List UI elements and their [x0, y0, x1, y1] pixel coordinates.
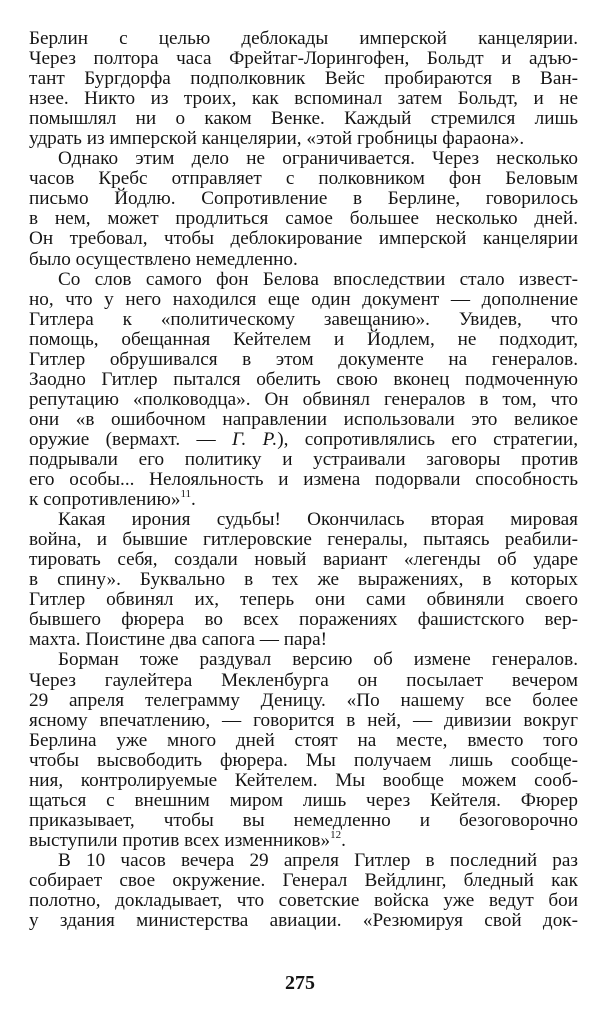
text-line — [29, 129, 578, 149]
line-text: Борман тоже раздувал версию об измене генералов. — [58, 649, 578, 671]
line-text: Гитлер обвинял их, теперь они сами обвиняли своего — [29, 589, 578, 611]
text-line — [29, 630, 578, 650]
text-line — [29, 69, 578, 89]
footnote-ref: 11 — [180, 488, 192, 501]
line-text: собирает свое окружение. Генерал Вейдлинг, бледный как — [29, 869, 578, 891]
paragraph — [29, 851, 578, 931]
line-text: Берлин с целью деблокады имперской канцелярии. — [29, 28, 578, 49]
line-text: полотно, докладывает, что советские войска уже ведут бои — [29, 890, 578, 912]
line-text: бывшего фюрера во всех поражениях фашистского вер- — [29, 609, 578, 631]
text-line — [29, 610, 578, 630]
paragraph — [29, 29, 578, 149]
text-line — [29, 189, 578, 209]
text-line — [29, 590, 578, 610]
line-text: чтобы высвободить фюрера. Мы получаем лишь сообще- — [29, 749, 578, 771]
line-text: часов Кребс отправляет с полковником фон Беловым — [29, 168, 578, 190]
text-line — [29, 871, 578, 891]
line-text: репутацию «полководца». Он обвинял генералов в том, что — [29, 388, 578, 410]
italic-initials: Г. Р. — [232, 428, 278, 450]
paragraph — [29, 510, 578, 650]
text-line — [29, 29, 578, 49]
text-line — [29, 350, 578, 370]
footnote-ref: 12 — [330, 828, 342, 841]
line-text: приказывает, чтобы вы немедленно и безоговорочно — [29, 809, 578, 831]
line-text: помышлял ни о каком Венке. Каждый стремился лишь — [29, 108, 578, 130]
line-text: Через полтора часа Фрейтаг-Лорингофен, Больдт и адъю- — [29, 48, 578, 70]
text-line — [29, 671, 578, 691]
line-text-tail: . — [341, 829, 346, 851]
line-text: они «в ошибочном направлении использовали это великое — [29, 408, 578, 430]
text-line — [29, 370, 578, 390]
line-text: к сопротивлению» — [29, 489, 181, 511]
line-text: война, и бывшие гитлеровские генералы, пытаясь реабили- — [29, 529, 578, 551]
text-line — [29, 290, 578, 310]
text-line — [29, 731, 578, 751]
text-line — [29, 490, 578, 510]
line-text: ния, контролируемые Кейтелем. Мы вообще можем сооб- — [29, 769, 578, 791]
line-text: Со слов самого фон Белова впоследствии стало извест- — [58, 268, 578, 290]
line-text: махта. Поистине два сапога — пара! — [29, 629, 328, 651]
text-line — [29, 891, 578, 911]
line-text-tail: . — [191, 489, 196, 511]
text-line — [29, 49, 578, 69]
line-text: нзее. Никто из троих, как вспоминал затем Больдт, и не — [29, 88, 578, 110]
line-text: письмо Йодлю. Сопротивление в Берлине, говорилось — [29, 188, 578, 210]
text-line — [29, 410, 578, 430]
page-body-text — [29, 29, 578, 931]
text-line — [29, 430, 578, 450]
text-line — [29, 209, 578, 229]
text-line — [29, 570, 578, 590]
line-text: но, что у него находился еще один документ — дополнение — [29, 288, 578, 310]
line-text: помощь, обещанная Кейтелем и Йодлем, не подходит, — [29, 328, 578, 350]
text-line — [29, 390, 578, 410]
text-line — [29, 650, 578, 670]
line-text: тировать себя, создали новый вариант «легенды об ударе — [29, 549, 578, 571]
paragraph — [29, 650, 578, 850]
line-text: его особы... Нелояльность и измена подорвали способность — [29, 469, 578, 491]
text-line — [29, 270, 578, 290]
page-number: 275 — [285, 972, 315, 994]
text-line — [29, 811, 578, 831]
line-text: щаться с внешним миром лишь через Кейтеля. Фюрер — [29, 789, 578, 811]
line-text: оружие (вермахт. — — [29, 428, 233, 450]
text-line — [29, 330, 578, 350]
paragraph — [29, 149, 578, 269]
text-line — [29, 109, 578, 129]
text-line — [29, 828, 578, 851]
line-text: в нем, может продлиться самое большее несколько дней. — [29, 208, 578, 230]
text-line — [29, 229, 578, 249]
line-text: Какая ирония судьбы! Окончилась вторая мировая — [58, 509, 578, 531]
line-text: в спину». Буквально в тех же выражениях, в которых — [29, 569, 578, 591]
text-line — [29, 470, 578, 490]
line-text: 29 апреля телеграмму Деницу. «По нашему все более — [29, 689, 578, 711]
line-text: Гитлера к «политическому завещанию». Увидев, что — [29, 308, 578, 330]
text-line — [29, 89, 578, 109]
text-line — [29, 149, 578, 169]
text-line — [29, 550, 578, 570]
text-line — [29, 751, 578, 771]
line-text-tail: ), сопротивлялись его стратегии, — [277, 428, 578, 450]
text-line — [29, 450, 578, 470]
line-text: тант Бургдорфа подполковник Вейс пробираются в Ван- — [29, 68, 578, 90]
text-line — [29, 250, 578, 270]
text-line — [29, 310, 578, 330]
text-line — [29, 169, 578, 189]
line-text: Однако этим дело не ограничивается. Через несколько — [58, 148, 578, 170]
line-text: Гитлер обрушивался в этом документе на генералов. — [29, 348, 578, 370]
line-text: ясному впечатлению, — говорится в ней, — дивизии вокруг — [29, 709, 578, 731]
line-text: В 10 часов вечера 29 апреля Гитлер в последний раз — [58, 849, 578, 871]
text-line — [29, 851, 578, 871]
text-line — [29, 530, 578, 550]
line-text: было осуществлено немедленно. — [29, 248, 298, 270]
line-text: удрать из имперской канцелярии, «этой гробницы фараона». — [29, 128, 525, 150]
text-line — [29, 911, 578, 931]
line-text: Он требовал, чтобы деблокирование имперской канцелярии — [29, 228, 578, 250]
line-text: у здания министерства авиации. «Резюмируя свой док- — [29, 910, 578, 932]
line-text: выступили против всех изменников» — [29, 829, 331, 851]
line-text: Заодно Гитлер пытался обелить свою вконец подмоченную — [29, 368, 578, 390]
text-line — [29, 711, 578, 731]
text-line — [29, 691, 578, 711]
text-line — [29, 510, 578, 530]
text-line — [29, 771, 578, 791]
line-text: Через гаулейтера Мекленбурга он посылает вечером — [29, 669, 578, 691]
text-line — [29, 791, 578, 811]
line-text: Берлина уже много дней стоят на месте, вместо того — [29, 729, 578, 751]
paragraph — [29, 270, 578, 511]
line-text: подрывали его политику и устраивали заговоры против — [29, 448, 578, 470]
